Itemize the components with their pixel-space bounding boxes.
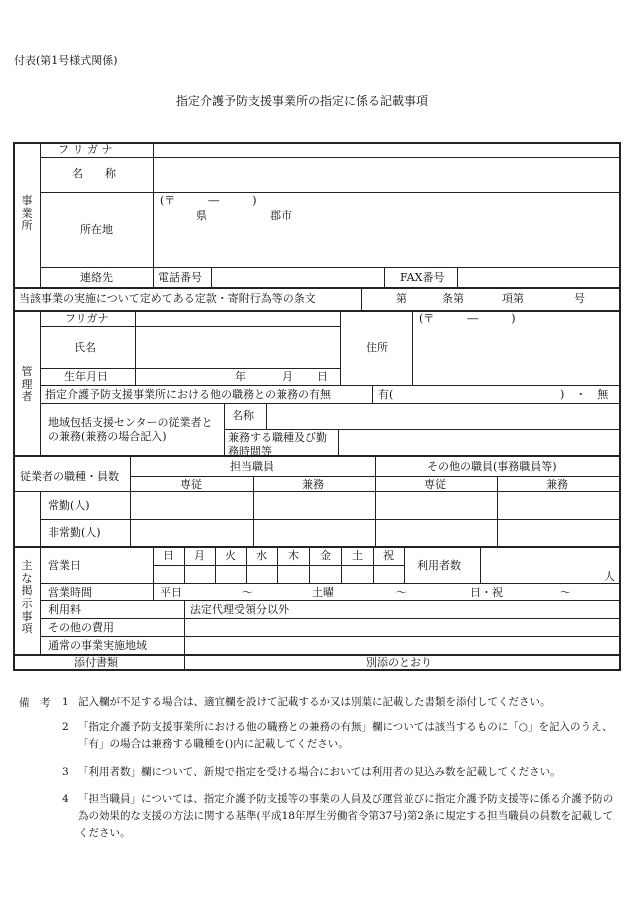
- center-kenmu-label: 地域包括支援センターの従業者との兼務(兼務の場合記入): [48, 416, 213, 444]
- kanrisha-address-label: 住所: [366, 341, 388, 354]
- notes-heading: 備 考: [19, 697, 51, 709]
- agreement-gou: 号: [574, 292, 585, 305]
- note-number: 3: [62, 766, 69, 778]
- note-number: 2: [62, 721, 69, 733]
- nichishuku-tilde: ～: [560, 586, 571, 599]
- tanto-header: 担当職員: [230, 460, 274, 473]
- center-name-label: 名称: [232, 409, 254, 422]
- jigyosho-gun: 郡市: [270, 209, 292, 222]
- note-text: 記入欄が不足する場合は、適宜欄を設けて記載するか又は別葉に記載した書類を添付してください。: [78, 696, 551, 708]
- attachment-label: 添付書類: [74, 656, 118, 669]
- birth-label: 生年月日: [64, 370, 108, 383]
- weekday-fri: 金: [320, 549, 331, 562]
- jigyosho-contact-label: 連絡先: [80, 271, 113, 284]
- tanto-senju: 専従: [180, 478, 202, 491]
- joukin-label: 常勤(人): [48, 499, 90, 512]
- kanrisha-postal: (〒 ― ): [419, 312, 516, 325]
- jigyosho-name-label: 名 称: [72, 167, 116, 180]
- note-item-3: [62, 764, 622, 781]
- kanrisha-name-label: 氏名: [74, 341, 96, 354]
- area-label: 通常の事業実施地域: [48, 639, 147, 652]
- note-text: 「利用者数」欄について、新規で指定を受ける場合においては利用者の見込み数を記載してください。: [78, 766, 561, 778]
- nichishuku-label: 日・祝: [470, 586, 503, 599]
- note-item-1: [62, 694, 622, 711]
- heijitsu-tilde: ～: [242, 586, 253, 599]
- agreement-jou: 条第: [442, 292, 464, 305]
- other-staff-header: その他の職員(事務職員等): [427, 460, 557, 473]
- riyousha-label: 利用者数: [417, 559, 461, 572]
- eigyoubi-label: 営業日: [48, 559, 81, 572]
- attachment-value: 別添のとおり: [366, 656, 432, 669]
- kanrisha-furigana-label: フリガナ: [65, 312, 109, 325]
- page-title: 指定介護予防支援事業所の指定に係る記載事項: [176, 94, 429, 108]
- jigyosho-furigana-label: フ リ ガ ナ: [58, 143, 113, 156]
- heijitsu-label: 平日: [160, 586, 182, 599]
- annex-label: 付表(第1号様式関係): [14, 54, 118, 67]
- weekday-tue: 火: [225, 549, 236, 562]
- note-number: 1: [62, 696, 69, 708]
- hijoukin-label: 非常勤(人): [48, 526, 101, 539]
- weekday-wed: 水: [256, 549, 267, 562]
- weekday-mon: 月: [194, 549, 205, 562]
- hotei-label: 法定代理受領分以外: [190, 603, 289, 616]
- weekday-sun: 日: [163, 549, 174, 562]
- birth-year: 年: [235, 370, 246, 383]
- note-number: 4: [62, 793, 69, 805]
- staff-label: 従業者の職種・員数: [20, 470, 119, 483]
- tel-label: 電話番号: [158, 271, 202, 284]
- birth-day: 日: [317, 370, 328, 383]
- center-job-label: 兼務する職種及び勤務時間等: [228, 431, 327, 459]
- note-item-2: [62, 719, 622, 753]
- note-text: 「担当職員」については、指定介護予防支援等の事業の人員及び運営並びに指定介護予防支援等に係る介護予防の為の効果的な支援の方法に関する基準(平成18年厚生労働省令第37号)第2条に規定する担当職員の員数を記載してください。: [78, 793, 614, 839]
- doyou-tilde: ～: [396, 586, 407, 599]
- eigyojikan-label: 営業時間: [48, 586, 92, 599]
- kanrisha-section-label: 管理者: [21, 365, 33, 404]
- note-item-4: [62, 791, 622, 841]
- weekday-hol: 祝: [383, 549, 394, 562]
- birth-month: 月: [282, 370, 293, 383]
- weekday-sat: 土: [352, 549, 363, 562]
- jigyosho-postal: (〒 ― ): [160, 194, 257, 207]
- agreement-kou: 項第: [502, 292, 524, 305]
- agreement-label: 当該事業の実施について定めてある定款・寄附行為等の条文: [19, 292, 316, 305]
- ryokin-label: 利用料: [48, 603, 81, 616]
- fax-label: FAX番号: [400, 271, 445, 284]
- weekday-thu: 木: [288, 549, 299, 562]
- kenmu-label: 指定介護予防支援事業所における他の職務との兼務の有無: [45, 388, 331, 401]
- kenmu-ari: 有(: [378, 388, 394, 401]
- doyou-label: 土曜: [312, 586, 334, 599]
- jigyosho-address-label: 所在地: [80, 223, 113, 236]
- kenmu-nashi: ) ・ 無: [560, 388, 609, 401]
- tanto-kenmu: 兼務: [302, 478, 324, 491]
- jigyosho-section-label: 事業所: [21, 194, 33, 233]
- riyousha-unit: 人: [604, 570, 615, 583]
- other-senju: 専従: [424, 478, 446, 491]
- agreement-dai: 第: [396, 292, 407, 305]
- other-cost-label: その他の費用: [48, 621, 114, 634]
- note-text: 「指定介護予防支援事業所における他の職務との兼務の有無」欄については該当するものに「○」を記入のうえ、「有」の場合は兼務する職種を()内に記載してください。: [78, 721, 613, 750]
- other-kenmu: 兼務: [546, 478, 568, 491]
- jigyosho-pref: 県: [196, 209, 207, 222]
- shuyou-section-label: 主な掲示事項: [21, 559, 33, 636]
